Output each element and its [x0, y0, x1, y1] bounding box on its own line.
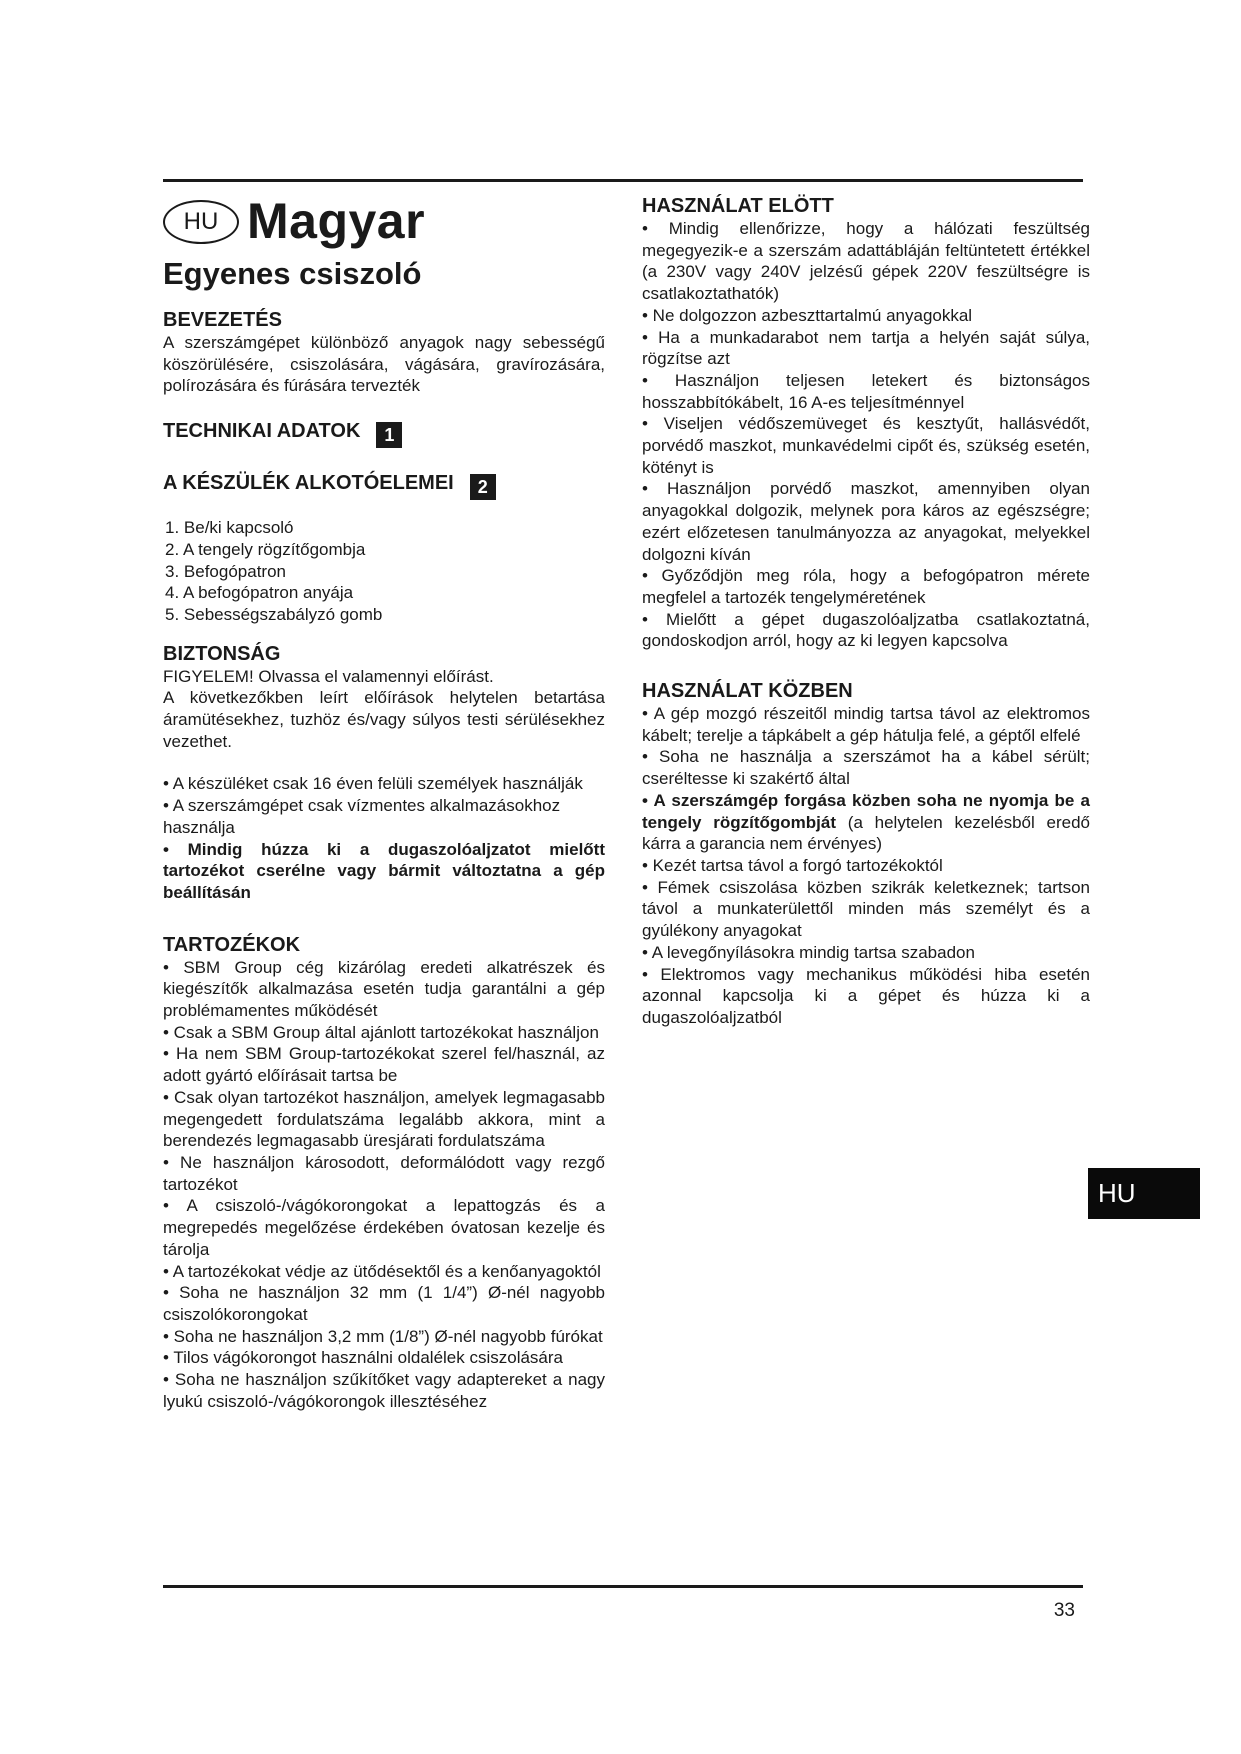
list-item: • Soha ne használjon 32 mm (1 1/4”) Ø-nél nagyobb csiszolókorongokat [163, 1283, 605, 1324]
accessories-heading: TARTOZÉKOK [163, 933, 301, 956]
during-use-heading: HASZNÁLAT KÖZBEN [642, 680, 853, 703]
list-item: • Győződjön meg róla, hogy a befogópatron mérete megfelel a tartozék tengelyméretének [642, 566, 1090, 607]
list-item: • A szerszámgép forgása közben soha ne nyomja be a tengely rögzítőgombját (a helytelen kezelésből eredő kárra a garancia nem érvényes) [642, 790, 1090, 854]
bottom-rule [163, 1585, 1083, 1588]
list-item: • Csak olyan tartozékot használjon, amelyek legmagasabb megengedett fordulatszáma legalább akkora, mint a berendezés legmagasabb üresjárati fordulatszáma [163, 1087, 605, 1151]
figure-2-badge: 2 [470, 474, 496, 500]
list-item: • SBM Group cég kizárólag eredeti alkatrészek és kiegészítők alkalmazása esetén tudja garantálni a gép problémamentes működését [163, 957, 605, 1021]
safety-text: A következőkben leírt előírások helytelen betartása áramütésekhez, tuzhöz és/vagy súlyos testi sérülésekhez vezethet. [163, 688, 605, 751]
list-item: • A készüléket csak 16 éven felüli személyek használják [163, 774, 583, 794]
list-item: 4. A befogópatron anyája [165, 583, 354, 603]
top-rule [163, 179, 1083, 182]
tech-section [163, 419, 605, 448]
list-item: • Viseljen védőszemüveget és kesztyűt, hallásvédőt, porvédő maszkot, munkavédelmi cipőt és, szükség esetén, kötényt is [642, 414, 1090, 477]
language-header [163, 190, 605, 254]
list-item: • Mielőtt a gépet dugaszolóaljzatba csatlakoztatná, gondoskodjon arról, hogy az ki legyen kapcsolva [642, 609, 1090, 651]
list-item: • Ne dolgozzon azbeszttartalmú anyagokkal [642, 305, 973, 325]
list-item: • Mindig ellenőrizze, hogy a hálózati feszültség megegyezik-e a szerszám adattábláján feltüntetett értékkel (a 230V vagy 240V jelzésű gépek 220V feszültségre is csatlakoztathatók) [642, 219, 1090, 304]
list-item: • A szerszámgépet csak vízmentes alkalmazásokhoz használja [163, 796, 561, 837]
list-item: • Elektromos vagy mechanikus működési hiba esetén azonnal kapcsolja ki a gépet és húzza ki a dugaszolóaljzatból [642, 964, 1090, 1027]
list-item: 3. Befogópatron [165, 561, 286, 581]
list-item: • A levegőnyílásokra mindig tartsa szabadon [642, 942, 975, 962]
list-item: • Kezét tartsa távol a forgó tartozékoktól [642, 855, 943, 875]
safety-section [163, 642, 605, 904]
accessories-section [163, 933, 605, 1413]
language-code-badge: HU [163, 200, 239, 244]
parts-section [163, 471, 605, 626]
list-item: • A csiszoló-/vágókorongokat a lepattogzás és a megrepedés megelőzése érdekében óvatosan kezelje és tárolja [163, 1196, 605, 1259]
list-item: • Ne használjon károsodott, deformálódott vagy rezgő tartozékot [163, 1152, 605, 1194]
list-item: • A gép mozgó részeitől mindig tartsa távol az elektromos kábelt; terelje a tápkábelt a gép hátulja felé, a géptől elfelé [642, 704, 1090, 745]
list-item: • Soha ne használjon szűkítőket vagy adaptereket a nagy lyukú csiszoló-/vágókorongok illesztéséhez [163, 1370, 605, 1411]
intro-section [163, 308, 605, 397]
language-title: Magyar [247, 193, 426, 250]
list-item: 2. A tengely rögzítőgombja [165, 539, 366, 559]
before-use-section [642, 194, 1090, 652]
list-item: • A tartozékokat védje az ütődésektől és a kenőanyagoktól [163, 1261, 601, 1281]
list-item: • Használjon porvédő maszkot, amennyiben olyan anyagokkal dolgozik, melynek pora káros az egészségre; ezért előzetesen tanulmányozza az anyagokat, melyekkel dolgozni kíván [642, 479, 1090, 564]
safety-heading: BIZTONSÁG [163, 642, 281, 665]
list-item: • Használjon teljesen letekert és biztonságos hosszabbítókábelt, 16 A-es teljesítménnyel [642, 370, 1090, 412]
parts-list [163, 517, 605, 626]
right-column [642, 194, 1090, 1029]
list-item: • Soha ne használjon 3,2 mm (1/8”) Ø-nél nagyobb fúrókat [163, 1326, 603, 1346]
list-item: • Soha ne használja a szerszámot ha a kábel sérült; cseréltesse ki szakértő által [642, 747, 1090, 789]
list-item: • Tilos vágókorongot használni oldalélek csiszolására [163, 1348, 564, 1368]
list-item: • Mindig húzza ki a dugaszolóaljzatot mielőtt tartozékot cserélne vagy bármit változtatna a gép beállításán [163, 839, 605, 902]
intro-text: A szerszámgépet különböző anyagok nagy sebességű köszörülésére, csiszolására, vágására, gravírozására, polírozására és fúrására tervezték [163, 333, 605, 396]
before-use-heading: HASZNÁLAT ELÖTT [642, 195, 834, 217]
list-item: • Ha nem SBM Group-tartozékokat szerel fel/használ, az adott gyártó előírásait tartsa be [163, 1044, 605, 1086]
language-side-tab: HU [1088, 1168, 1200, 1219]
during-use-section [642, 679, 1090, 1029]
parts-heading: A KÉSZÜLÉK ALKOTÓELEMEI 2 [163, 471, 605, 500]
intro-heading: BEVEZETÉS [163, 309, 282, 331]
list-item: • Ha a munkadarabot nem tartja a helyén saját súlya, rögzítse azt [642, 327, 1090, 369]
page-number: 33 [1053, 1600, 1075, 1621]
list-item: 5. Sebességszabályzó gomb [165, 604, 383, 624]
product-title: Egyenes csiszoló [163, 256, 422, 291]
list-item: 1. Be/ki kapcsoló [165, 518, 294, 538]
figure-1-badge: 1 [376, 422, 402, 448]
left-column [163, 190, 605, 1412]
list-item: • Csak a SBM Group által ajánlott tartozékokat használjon [163, 1022, 599, 1042]
safety-warning: FIGYELEM! Olvassa el valamennyi előírást. [163, 666, 494, 686]
tech-heading: TECHNIKAI ADATOK 1 [163, 419, 605, 448]
list-item: • Fémek csiszolása közben szikrák keletkeznek; tartson távol a munkaterülettől minden más személyt és a gyúlékony anyagokat [642, 877, 1090, 941]
